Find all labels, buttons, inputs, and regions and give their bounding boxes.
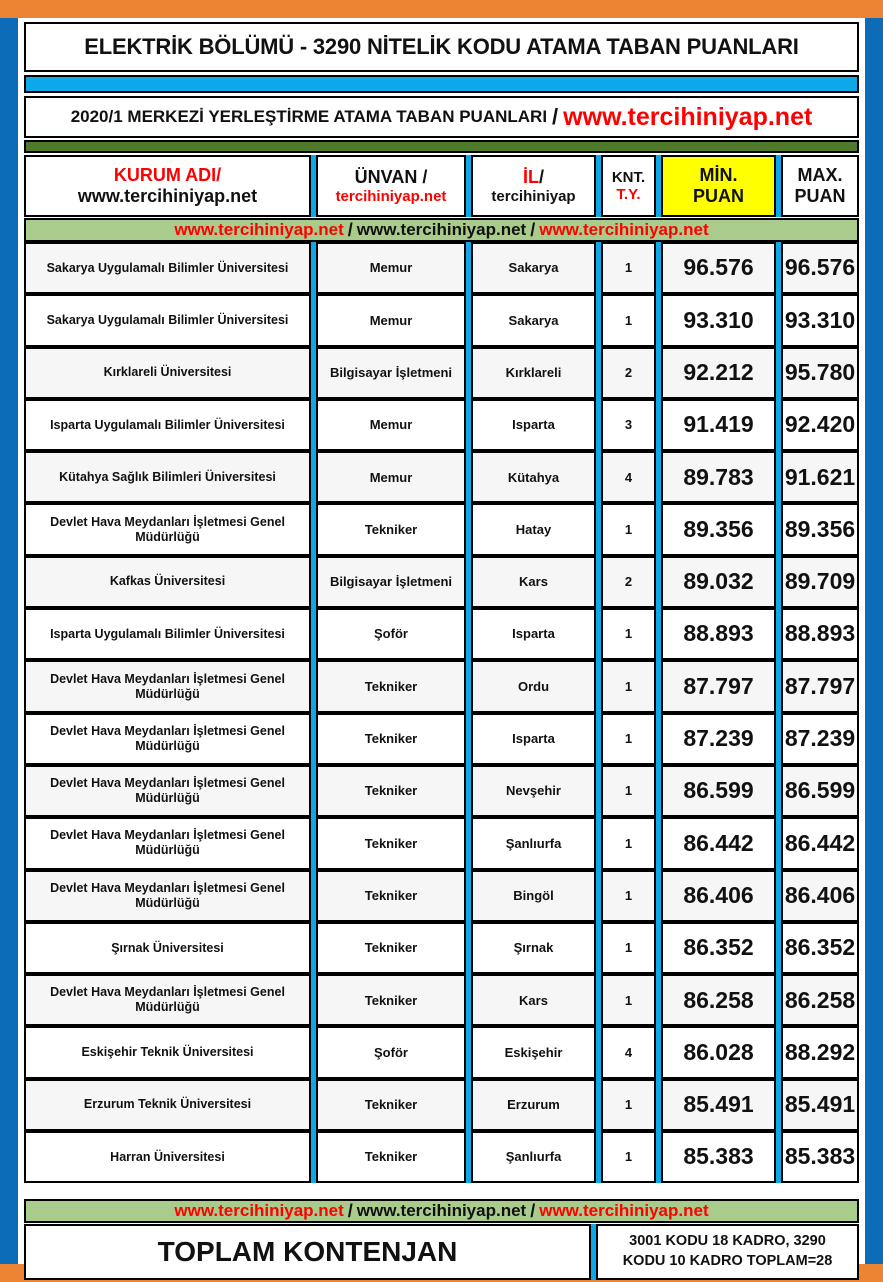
cell-min-puan: 93.310 xyxy=(661,294,776,346)
cell-unvan: Şoför xyxy=(316,608,466,660)
left-blue-border xyxy=(0,18,18,1264)
cell-min-puan: 86.028 xyxy=(661,1026,776,1078)
table-row[interactable] xyxy=(24,608,859,660)
table-footer-row xyxy=(24,1224,859,1280)
cell-il: Kars xyxy=(471,556,596,608)
table-header-row xyxy=(24,155,859,217)
cell-min-puan: 88.893 xyxy=(661,608,776,660)
cell-max-puan: 86.442 xyxy=(781,817,859,869)
cell-il: Kırklareli xyxy=(471,347,596,399)
cell-min-puan: 92.212 xyxy=(661,347,776,399)
cell-kurum-adi: Isparta Uygulamalı Bilimler Üniversitesi xyxy=(24,399,311,451)
cell-max-puan: 85.491 xyxy=(781,1079,859,1131)
cell-max-puan: 93.310 xyxy=(781,294,859,346)
cell-il: Bingöl xyxy=(471,870,596,922)
column-header-il-slash: / xyxy=(538,167,544,188)
cell-kontenjan: 4 xyxy=(601,1026,656,1078)
banner-link-1[interactable]: www.tercihiniyap.net xyxy=(174,220,344,239)
banner-link-2[interactable]: www.tercihiniyap.net xyxy=(356,220,527,239)
cell-min-puan: 85.491 xyxy=(661,1079,776,1131)
table-row[interactable] xyxy=(24,503,859,555)
cell-kontenjan: 1 xyxy=(601,713,656,765)
cell-unvan: Memur xyxy=(316,399,466,451)
cell-kurum-adi: Devlet Hava Meydanları İşletmesi Genel Müdürlüğü xyxy=(24,870,311,922)
column-header-il-line1: İL xyxy=(522,167,539,188)
cell-max-puan: 85.383 xyxy=(781,1131,859,1183)
dark-green-divider-strip xyxy=(24,140,859,153)
column-header-knt-line1: KNT. xyxy=(611,168,646,186)
cell-il: Sakarya xyxy=(471,242,596,294)
cell-unvan: Bilgisayar İşletmeni xyxy=(316,556,466,608)
cell-unvan: Tekniker xyxy=(316,503,466,555)
banner-link-3[interactable]: www.tercihiniyap.net xyxy=(539,1201,709,1220)
cell-kontenjan: 1 xyxy=(601,765,656,817)
cell-kontenjan: 2 xyxy=(601,347,656,399)
cell-unvan: Tekniker xyxy=(316,974,466,1026)
cell-max-puan: 91.621 xyxy=(781,451,859,503)
cell-kontenjan: 1 xyxy=(601,660,656,712)
cell-kontenjan: 1 xyxy=(601,1079,656,1131)
cell-il: Kars xyxy=(471,974,596,1026)
cell-il: Erzurum xyxy=(471,1079,596,1131)
column-header-kurum-line1: KURUM ADI xyxy=(113,165,217,186)
cell-kurum-adi: Şırnak Üniversitesi xyxy=(24,922,311,974)
table-row[interactable] xyxy=(24,1079,859,1131)
cell-unvan: Tekniker xyxy=(316,765,466,817)
column-header-kurum[interactable] xyxy=(24,155,311,217)
cell-il: Kütahya xyxy=(471,451,596,503)
cell-unvan: Tekniker xyxy=(316,1079,466,1131)
top-orange-border xyxy=(0,0,883,18)
cell-kontenjan: 1 xyxy=(601,608,656,660)
website-banner-top xyxy=(24,218,859,242)
cell-kurum-adi: Kütahya Sağlık Bilimleri Üniversitesi xyxy=(24,451,311,503)
table-row[interactable] xyxy=(24,1131,859,1183)
cell-min-puan: 89.783 xyxy=(661,451,776,503)
cell-il: Isparta xyxy=(471,399,596,451)
cell-kontenjan: 1 xyxy=(601,503,656,555)
banner-separator-1: / xyxy=(347,219,353,240)
cell-unvan: Memur xyxy=(316,294,466,346)
cyan-divider-strip xyxy=(24,75,859,93)
cell-unvan: Tekniker xyxy=(316,660,466,712)
cell-kurum-adi: Devlet Hava Meydanları İşletmesi Genel Müdürlüğü xyxy=(24,974,311,1026)
cell-kurum-adi: Kafkas Üniversitesi xyxy=(24,556,311,608)
cell-kurum-adi: Isparta Uygulamalı Bilimler Üniversitesi xyxy=(24,608,311,660)
cell-il: Şanlıurfa xyxy=(471,817,596,869)
table-row[interactable] xyxy=(24,347,859,399)
table-row[interactable] xyxy=(24,294,859,346)
cell-kontenjan: 1 xyxy=(601,294,656,346)
cell-max-puan: 88.292 xyxy=(781,1026,859,1078)
table-row[interactable] xyxy=(24,817,859,869)
cell-max-puan: 89.709 xyxy=(781,556,859,608)
cell-unvan: Memur xyxy=(316,242,466,294)
cell-unvan: Memur xyxy=(316,451,466,503)
cell-unvan: Bilgisayar İşletmeni xyxy=(316,347,466,399)
cell-max-puan: 86.406 xyxy=(781,870,859,922)
cell-min-puan: 86.599 xyxy=(661,765,776,817)
cell-kontenjan: 2 xyxy=(601,556,656,608)
cell-unvan: Tekniker xyxy=(316,1131,466,1183)
column-header-max-line1: MAX. xyxy=(797,165,843,186)
total-quota-summary-cell xyxy=(596,1224,859,1280)
cell-kontenjan: 4 xyxy=(601,451,656,503)
total-quota-summary-line2: KODU 10 KADRO TOPLAM=28 xyxy=(622,1253,833,1269)
cell-kontenjan: 1 xyxy=(601,922,656,974)
table-row[interactable] xyxy=(24,922,859,974)
column-header-min-line2: PUAN xyxy=(692,186,744,206)
cell-kontenjan: 1 xyxy=(601,242,656,294)
cell-kurum-adi: Harran Üniversitesi xyxy=(24,1131,311,1183)
cell-kontenjan: 1 xyxy=(601,817,656,869)
cell-min-puan: 86.406 xyxy=(661,870,776,922)
subtitle-bar xyxy=(24,96,859,138)
cell-il: Ordu xyxy=(471,660,596,712)
page-title xyxy=(24,22,859,72)
subtitle-text: 2020/1 MERKEZİ YERLEŞTİRME ATAMA TABAN PUANLARI xyxy=(70,107,548,126)
cell-min-puan: 85.383 xyxy=(661,1131,776,1183)
cell-max-puan: 87.239 xyxy=(781,713,859,765)
table-row[interactable] xyxy=(24,242,859,294)
table-row[interactable] xyxy=(24,556,859,608)
table-row[interactable] xyxy=(24,765,859,817)
table-row[interactable] xyxy=(24,451,859,503)
cell-il: Şanlıurfa xyxy=(471,1131,596,1183)
cell-unvan: Tekniker xyxy=(316,870,466,922)
cell-kurum-adi: Devlet Hava Meydanları İşletmesi Genel Müdürlüğü xyxy=(24,713,311,765)
banner-link-2[interactable]: www.tercihiniyap.net xyxy=(356,1201,527,1220)
cell-min-puan: 86.258 xyxy=(661,974,776,1026)
column-header-il-line2: tercihiniyap xyxy=(491,187,576,205)
column-header-knt-line2: T.Y. xyxy=(616,186,641,203)
cell-kurum-adi: Kırklareli Üniversitesi xyxy=(24,347,311,399)
cell-kontenjan: 1 xyxy=(601,974,656,1026)
banner-link-1[interactable]: www.tercihiniyap.net xyxy=(174,1201,344,1220)
cell-max-puan: 86.352 xyxy=(781,922,859,974)
table-row[interactable] xyxy=(24,870,859,922)
cell-kurum-adi: Erzurum Teknik Üniversitesi xyxy=(24,1079,311,1131)
table-row[interactable] xyxy=(24,399,859,451)
cell-max-puan: 89.356 xyxy=(781,503,859,555)
banner-separator-2: / xyxy=(530,1200,536,1221)
total-quota-label-cell xyxy=(24,1224,591,1280)
total-quota-label: TOPLAM KONTENJAN xyxy=(157,1236,458,1267)
cell-il: Şırnak xyxy=(471,922,596,974)
cell-il: Isparta xyxy=(471,608,596,660)
cell-max-puan: 88.893 xyxy=(781,608,859,660)
cell-unvan: Tekniker xyxy=(316,922,466,974)
cell-il: Nevşehir xyxy=(471,765,596,817)
cell-max-puan: 86.258 xyxy=(781,974,859,1026)
cell-min-puan: 87.797 xyxy=(661,660,776,712)
cell-min-puan: 86.352 xyxy=(661,922,776,974)
column-header-unvan-line1: ÜNVAN / xyxy=(354,167,428,188)
banner-link-3[interactable]: www.tercihiniyap.net xyxy=(539,220,709,239)
column-header-max-line2: PUAN xyxy=(794,186,846,206)
cell-kurum-adi: Sakarya Uygulamalı Bilimler Üniversitesi xyxy=(24,242,311,294)
cell-max-puan: 92.420 xyxy=(781,399,859,451)
sheet xyxy=(18,18,865,1269)
cell-il: Sakarya xyxy=(471,294,596,346)
cell-kurum-adi: Eskişehir Teknik Üniversitesi xyxy=(24,1026,311,1078)
website-banner-bottom xyxy=(24,1199,859,1223)
banner-separator-2: / xyxy=(530,219,536,240)
subtitle-separator: / xyxy=(552,104,559,129)
cell-min-puan: 89.356 xyxy=(661,503,776,555)
cell-kurum-adi: Devlet Hava Meydanları İşletmesi Genel Müdürlüğü xyxy=(24,817,311,869)
column-header-il[interactable] xyxy=(471,155,596,217)
cell-min-puan: 91.419 xyxy=(661,399,776,451)
cell-max-puan: 96.576 xyxy=(781,242,859,294)
cell-max-puan: 87.797 xyxy=(781,660,859,712)
subtitle-website-link[interactable]: www.tercihiniyap.net xyxy=(563,102,813,131)
cell-unvan: Tekniker xyxy=(316,817,466,869)
cell-il: Hatay xyxy=(471,503,596,555)
results-table xyxy=(24,242,859,1183)
cell-kurum-adi: Devlet Hava Meydanları İşletmesi Genel Müdürlüğü xyxy=(24,503,311,555)
page-title-text: ELEKTRİK BÖLÜMÜ - 3290 NİTELİK KODU ATAMA TABAN PUANLARI xyxy=(84,34,799,59)
column-header-min-puan[interactable] xyxy=(661,155,776,217)
cell-kurum-adi: Sakarya Uygulamalı Bilimler Üniversitesi xyxy=(24,294,311,346)
cell-max-puan: 86.599 xyxy=(781,765,859,817)
column-header-knt[interactable] xyxy=(601,155,656,217)
cell-min-puan: 89.032 xyxy=(661,556,776,608)
cell-kontenjan: 1 xyxy=(601,1131,656,1183)
table-row[interactable] xyxy=(24,713,859,765)
cell-min-puan: 87.239 xyxy=(661,713,776,765)
cell-kurum-adi: Devlet Hava Meydanları İşletmesi Genel Müdürlüğü xyxy=(24,660,311,712)
cell-min-puan: 96.576 xyxy=(661,242,776,294)
cell-il: Eskişehir xyxy=(471,1026,596,1078)
right-blue-border xyxy=(865,18,883,1264)
cell-il: Isparta xyxy=(471,713,596,765)
total-quota-summary-line1: 3001 KODU 18 KADRO, 3290 xyxy=(629,1233,826,1250)
cell-kontenjan: 1 xyxy=(601,870,656,922)
cell-kontenjan: 3 xyxy=(601,399,656,451)
cell-unvan: Tekniker xyxy=(316,713,466,765)
table-row[interactable] xyxy=(24,660,859,712)
column-header-kurum-line2: www.tercihiniyap.net xyxy=(77,186,258,206)
column-header-min-line1: MİN. xyxy=(699,165,738,186)
cell-unvan: Şoför xyxy=(316,1026,466,1078)
cell-min-puan: 86.442 xyxy=(661,817,776,869)
banner-separator-1: / xyxy=(347,1200,353,1221)
column-header-unvan-line2: tercihiniyap.net xyxy=(335,187,447,205)
column-header-unvan[interactable] xyxy=(316,155,466,217)
column-header-max-puan[interactable] xyxy=(781,155,859,217)
column-header-kurum-slash: / xyxy=(216,165,222,186)
cell-kurum-adi: Devlet Hava Meydanları İşletmesi Genel Müdürlüğü xyxy=(24,765,311,817)
table-row[interactable] xyxy=(24,974,859,1026)
cell-max-puan: 95.780 xyxy=(781,347,859,399)
table-row[interactable] xyxy=(24,1026,859,1078)
